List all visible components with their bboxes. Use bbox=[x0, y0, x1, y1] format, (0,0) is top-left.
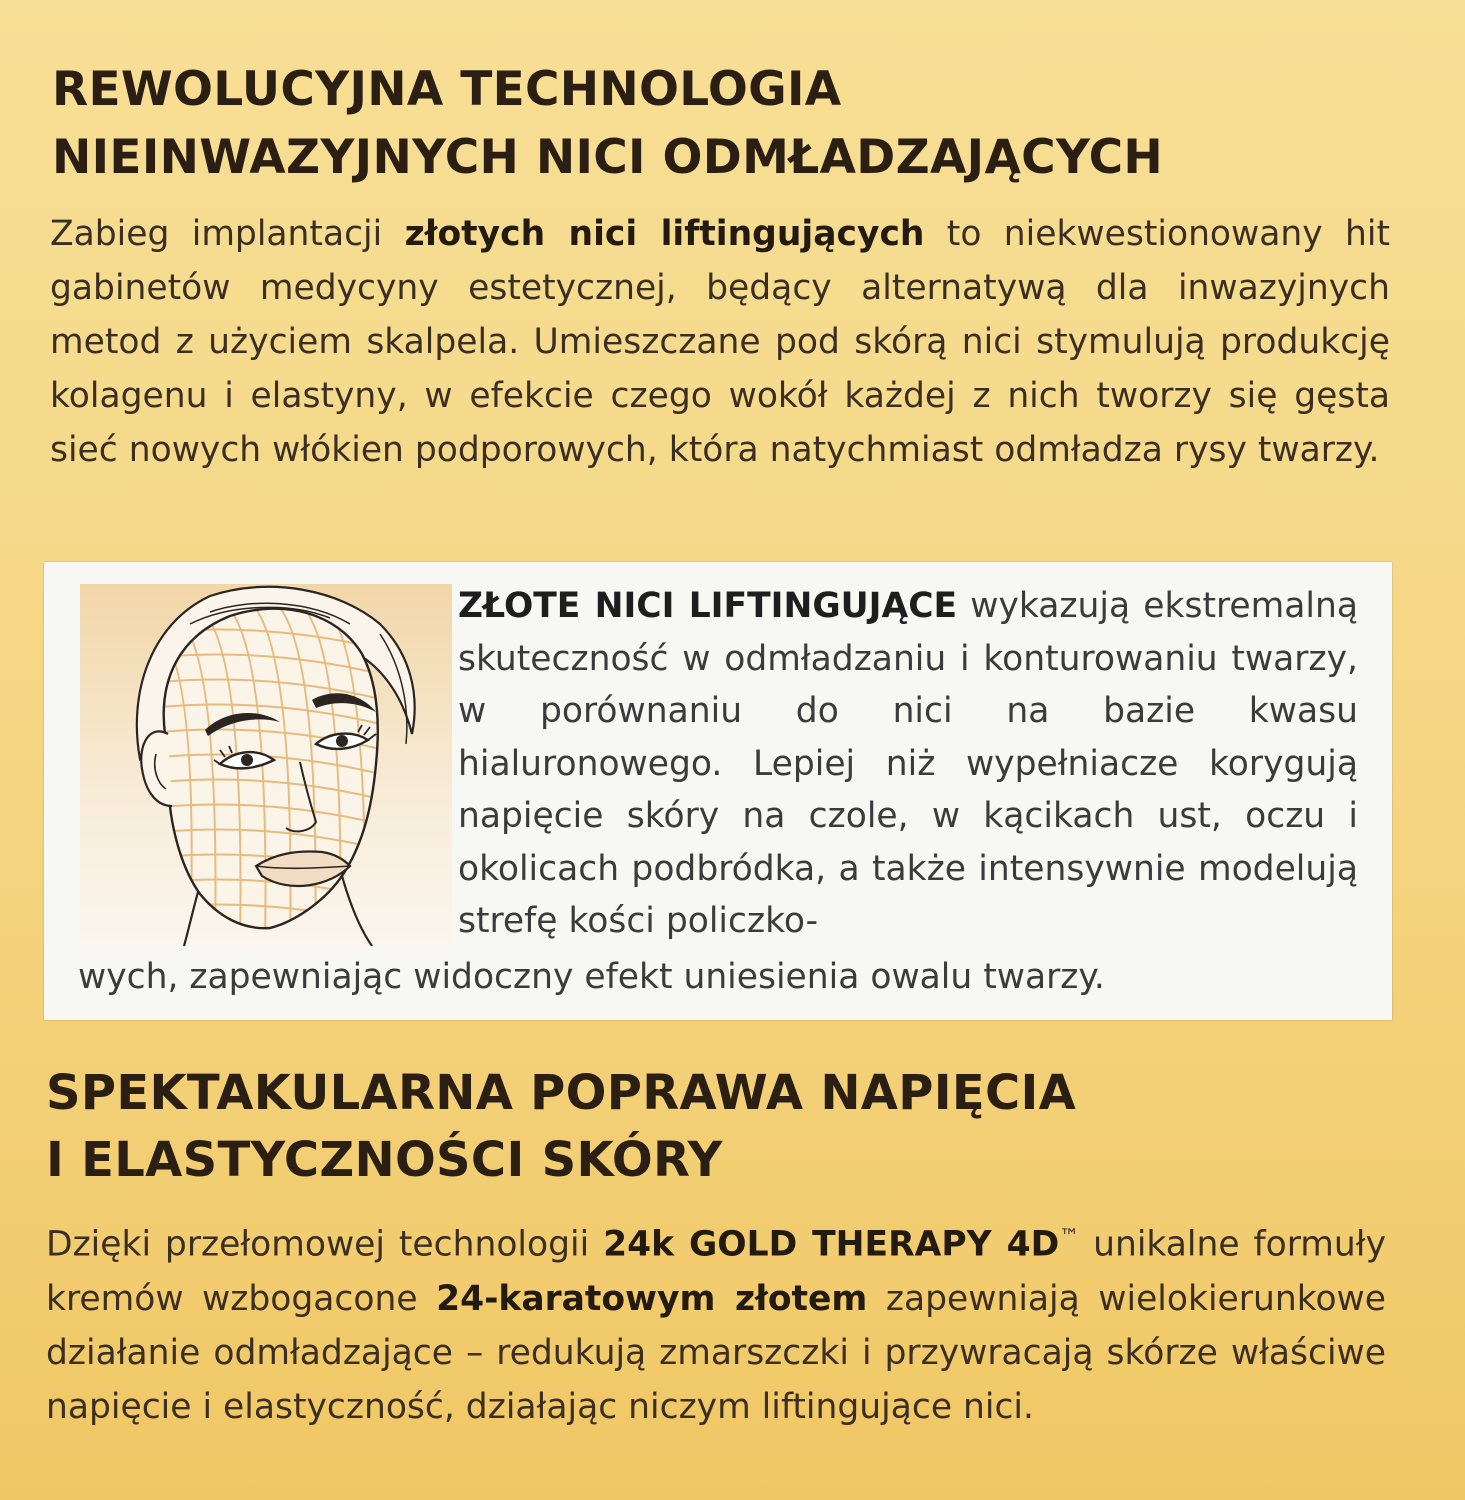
gold-text-middle: unikalne formuły kremów wzbogacone bbox=[46, 1224, 1387, 1319]
card-paragraph-last-line: wych, zapewniając widoczny efekt uniesienia owalu twarzy. bbox=[78, 957, 1105, 997]
gold-therapy-name: 24k GOLD THERAPY 4D bbox=[603, 1224, 1060, 1265]
gold-karat-phrase: 24-karatowym złotem bbox=[436, 1278, 868, 1319]
heading-line-1: REWOLUCYJNA TECHNOLOGIA bbox=[52, 62, 842, 117]
intro-paragraph bbox=[50, 207, 1390, 477]
gold-therapy-paragraph bbox=[46, 1209, 1386, 1434]
heading-spectacular-improvement bbox=[46, 1060, 1076, 1194]
golden-threads-card bbox=[44, 562, 1392, 1020]
heading-line-2: NIEINWAZYJNYCH NICI ODMŁADZAJĄCYCH bbox=[52, 130, 1164, 185]
intro-bold-phrase: złotych nici liftingujących bbox=[404, 214, 925, 254]
intro-text-start: Zabieg implantacji bbox=[50, 214, 405, 254]
gold-text-end: zapewniają wielokierunkowe działanie odmładzające – redukują zmarszczki i przywracają skórze właściwe napięcie i elastyczność, działając niczym liftingujące nici. bbox=[46, 1278, 1386, 1427]
card-paragraph bbox=[458, 580, 1358, 948]
heading-line-1: SPEKTAKULARNA POPRAWA NAPIĘCIA bbox=[46, 1065, 1077, 1121]
face-lifting-threads-illustration bbox=[80, 584, 452, 946]
heading-revolutionary-technology bbox=[52, 56, 1163, 192]
card-text: wykazują ekstremalną skuteczność w odmładzaniu i konturowaniu twarzy, w porównaniu do nici na bazie kwasu hialuronowego. Lepiej niż wypełniacze korygują napięcie skóry na czole, w kącikach ust, oczu i okolicach podbródka, a także intensywnie modelują strefę kości policzko- bbox=[458, 586, 1358, 941]
heading-line-2: I ELASTYCZNOŚCI SKÓRY bbox=[46, 1132, 723, 1188]
trademark-symbol: ™ bbox=[1059, 1224, 1080, 1248]
intro-text-end: to niekwestionowany hit gabinetów medycyny estetycznej, będący alternatywą dla inwazyjnych metod z użyciem skalpela. Umieszczane pod skórą nici stymulują produkcję kolagenu i elastyny, w efekcie czego wokół każdej z nich tworzy się gęsta sieć nowych włókien podporowych, która natychmiast odmładza rysy twarzy. bbox=[50, 214, 1391, 470]
gold-text-start: Dzięki przełomowej technologii bbox=[46, 1224, 604, 1265]
card-bold-lead: ZŁOTE NICI LIFTINGUJĄCE bbox=[458, 586, 958, 626]
